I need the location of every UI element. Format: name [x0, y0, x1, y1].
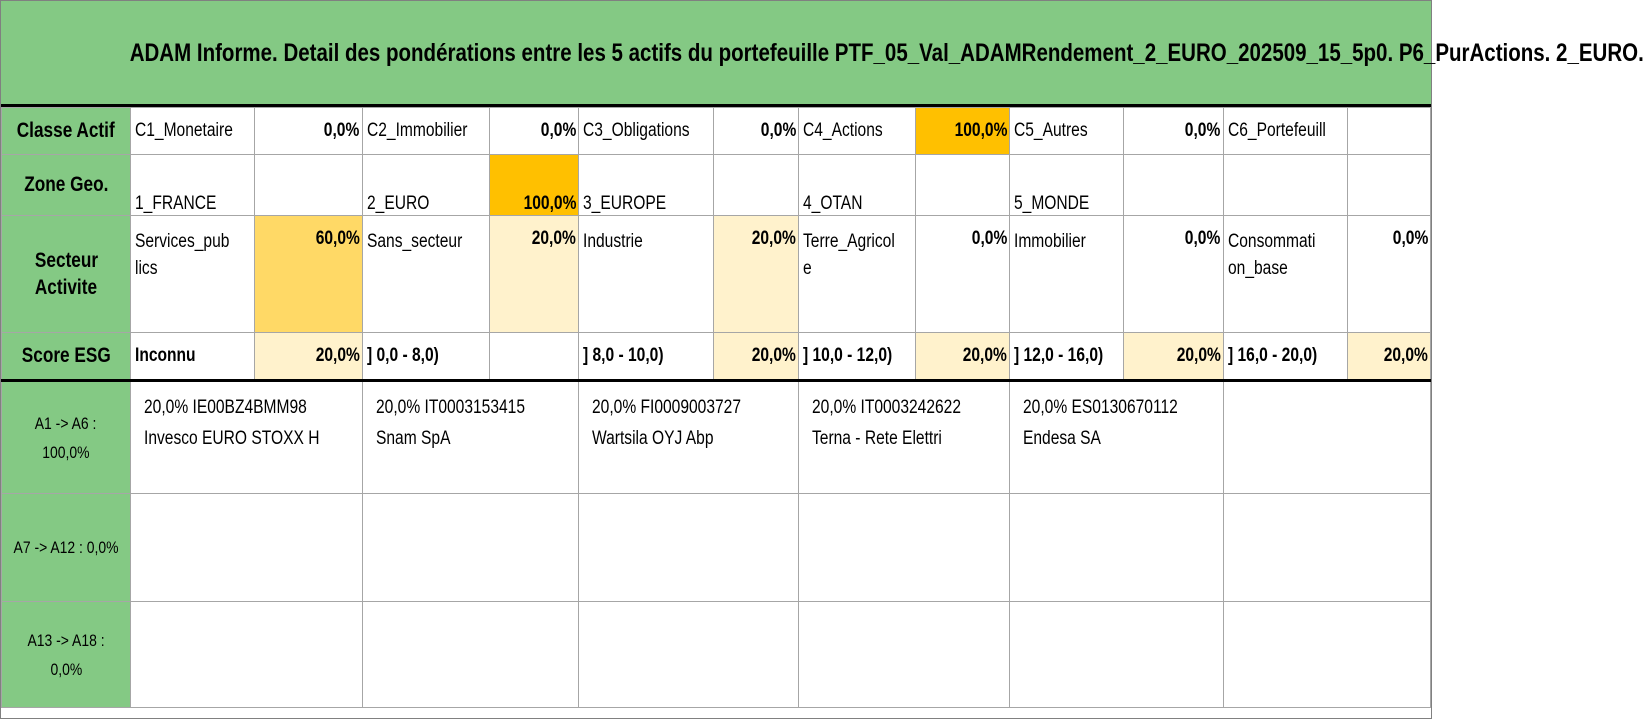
- esg-name-1[interactable]: Inconnu: [131, 333, 255, 381]
- asset-cell-2[interactable]: [362, 381, 578, 494]
- asset-cell-7[interactable]: [131, 494, 363, 602]
- secteur-name-4[interactable]: Terre_Agricol e: [798, 216, 915, 333]
- zone-pct-2[interactable]: 100,0%: [490, 155, 579, 216]
- classe-name-1[interactable]: C1_Monetaire: [131, 108, 255, 155]
- asset-name-5: Endesa SA: [1023, 428, 1102, 449]
- report-title-bar: [1, 1, 1644, 107]
- classe-pct-3[interactable]: 0,0%: [713, 108, 798, 155]
- esg-name-4[interactable]: ] 10,0 - 12,0): [798, 333, 915, 381]
- classe-pct-2[interactable]: 0,0%: [490, 108, 579, 155]
- label-assets-a7-a12: A7 -> A12 : 0,0%: [2, 494, 131, 602]
- row-score-esg: [2, 333, 1431, 381]
- row-secteur-activite: [2, 216, 1431, 333]
- secteur-pct-2[interactable]: 20,0%: [490, 216, 579, 333]
- asset-cell-13[interactable]: [131, 602, 363, 708]
- classe-name-3[interactable]: C3_Obligations: [578, 108, 713, 155]
- asset-cell-9[interactable]: [578, 494, 798, 602]
- esg-name-2[interactable]: ] 0,0 - 8,0): [362, 333, 489, 381]
- label-assets-a13-a18: A13 -> A18 : 0,0%: [2, 602, 131, 708]
- secteur-name-3[interactable]: Industrie: [578, 216, 713, 333]
- row-classe-actif: [2, 108, 1431, 155]
- weights-grid: [1, 107, 1431, 708]
- zone-pct-5[interactable]: [1124, 155, 1224, 216]
- classe-pct-5[interactable]: 0,0%: [1124, 108, 1224, 155]
- asset-weight-isin-3: 20,0% FI0009003727: [591, 397, 741, 418]
- asset-cell-17[interactable]: [1010, 602, 1223, 708]
- secteur-pct-4[interactable]: 0,0%: [915, 216, 1009, 333]
- zone-name-6[interactable]: [1223, 155, 1347, 216]
- zone-name-2[interactable]: 2_EURO: [362, 155, 489, 216]
- asset-cell-4[interactable]: [798, 381, 1009, 494]
- secteur-pct-5[interactable]: 0,0%: [1124, 216, 1224, 333]
- asset-cell-18[interactable]: [1223, 602, 1430, 708]
- row-assets-a13-a18: [2, 602, 1431, 708]
- asset-cell-16[interactable]: [798, 602, 1009, 708]
- asset-cell-6[interactable]: [1223, 381, 1430, 494]
- classe-pct-4[interactable]: 100,0%: [915, 108, 1009, 155]
- asset-weight-isin-2: 20,0% IT0003153415: [375, 397, 525, 418]
- zone-pct-1[interactable]: [255, 155, 362, 216]
- asset-cell-15[interactable]: [578, 602, 798, 708]
- label-zone-geo: Zone Geo.: [2, 155, 131, 216]
- esg-pct-1[interactable]: 20,0%: [255, 333, 362, 381]
- label-score-esg: Score ESG: [2, 333, 131, 381]
- label-assets-a1-a6: A1 -> A6 : 100,0%: [2, 381, 131, 494]
- asset-cell-3[interactable]: [578, 381, 798, 494]
- esg-pct-6[interactable]: 20,0%: [1347, 333, 1430, 381]
- secteur-name-1[interactable]: Services_pub lics: [131, 216, 255, 333]
- asset-cell-14[interactable]: [362, 602, 578, 708]
- asset-name-4: Terna - Rete Elettri: [811, 428, 942, 449]
- esg-name-6[interactable]: ] 16,0 - 20,0): [1223, 333, 1347, 381]
- classe-name-5[interactable]: C5_Autres: [1010, 108, 1124, 155]
- zone-pct-6[interactable]: [1347, 155, 1430, 216]
- esg-name-5[interactable]: ] 12,0 - 16,0): [1010, 333, 1124, 381]
- asset-cell-8[interactable]: [362, 494, 578, 602]
- esg-pct-2[interactable]: [490, 333, 579, 381]
- report-title: ADAM Informe. Detail des pondérations entre les 5 actifs du portefeuille PTF_05_Val_ADAMRendement_2_EURO_202509_15_5p0. P6_PurActions. 2_EURO.: [129, 39, 1644, 67]
- zone-name-4[interactable]: 4_OTAN: [798, 155, 915, 216]
- secteur-name-5[interactable]: Immobilier: [1010, 216, 1124, 333]
- zone-name-5[interactable]: 5_MONDE: [1010, 155, 1124, 216]
- asset-weight-isin-5: 20,0% ES0130670112: [1023, 397, 1179, 418]
- zone-pct-3[interactable]: [713, 155, 798, 216]
- zone-name-3[interactable]: 3_EUROPE: [578, 155, 713, 216]
- asset-cell-12[interactable]: [1223, 494, 1430, 602]
- esg-pct-3[interactable]: 20,0%: [713, 333, 798, 381]
- esg-name-3[interactable]: ] 8,0 - 10,0): [578, 333, 713, 381]
- secteur-pct-6[interactable]: 0,0%: [1347, 216, 1430, 333]
- asset-name-1: Invesco EURO STOXX H: [144, 428, 320, 449]
- secteur-pct-3[interactable]: 20,0%: [713, 216, 798, 333]
- label-classe-actif: Classe Actif: [2, 108, 131, 155]
- classe-pct-1[interactable]: 0,0%: [255, 108, 362, 155]
- asset-weight-isin-1: 20,0% IE00BZ4BMM98: [144, 397, 307, 418]
- row-assets-a7-a12: [2, 494, 1431, 602]
- classe-name-2[interactable]: C2_Immobilier: [362, 108, 489, 155]
- asset-cell-5[interactable]: [1010, 381, 1223, 494]
- esg-pct-4[interactable]: 20,0%: [915, 333, 1009, 381]
- asset-cell-11[interactable]: [1010, 494, 1223, 602]
- secteur-name-6[interactable]: Consommati on_base: [1223, 216, 1347, 333]
- zone-name-1[interactable]: 1_FRANCE: [131, 155, 255, 216]
- esg-pct-5[interactable]: 20,0%: [1124, 333, 1224, 381]
- asset-cell-10[interactable]: [798, 494, 1009, 602]
- asset-name-3: Wartsila OYJ Abp: [591, 428, 714, 449]
- row-zone-geo: [2, 155, 1431, 216]
- classe-name-4[interactable]: C4_Actions: [798, 108, 915, 155]
- asset-name-2: Snam SpA: [375, 428, 451, 449]
- secteur-name-2[interactable]: Sans_secteur: [362, 216, 489, 333]
- zone-pct-4[interactable]: [915, 155, 1009, 216]
- classe-name-6[interactable]: C6_Portefeuill: [1223, 108, 1347, 155]
- label-secteur-activite: Secteur Activite: [2, 216, 131, 333]
- secteur-pct-1[interactable]: 60,0%: [255, 216, 362, 333]
- classe-pct-6[interactable]: [1347, 108, 1430, 155]
- asset-cell-1[interactable]: [131, 381, 363, 494]
- row-assets-a1-a6: [2, 381, 1431, 494]
- asset-weight-isin-4: 20,0% IT0003242622: [811, 397, 961, 418]
